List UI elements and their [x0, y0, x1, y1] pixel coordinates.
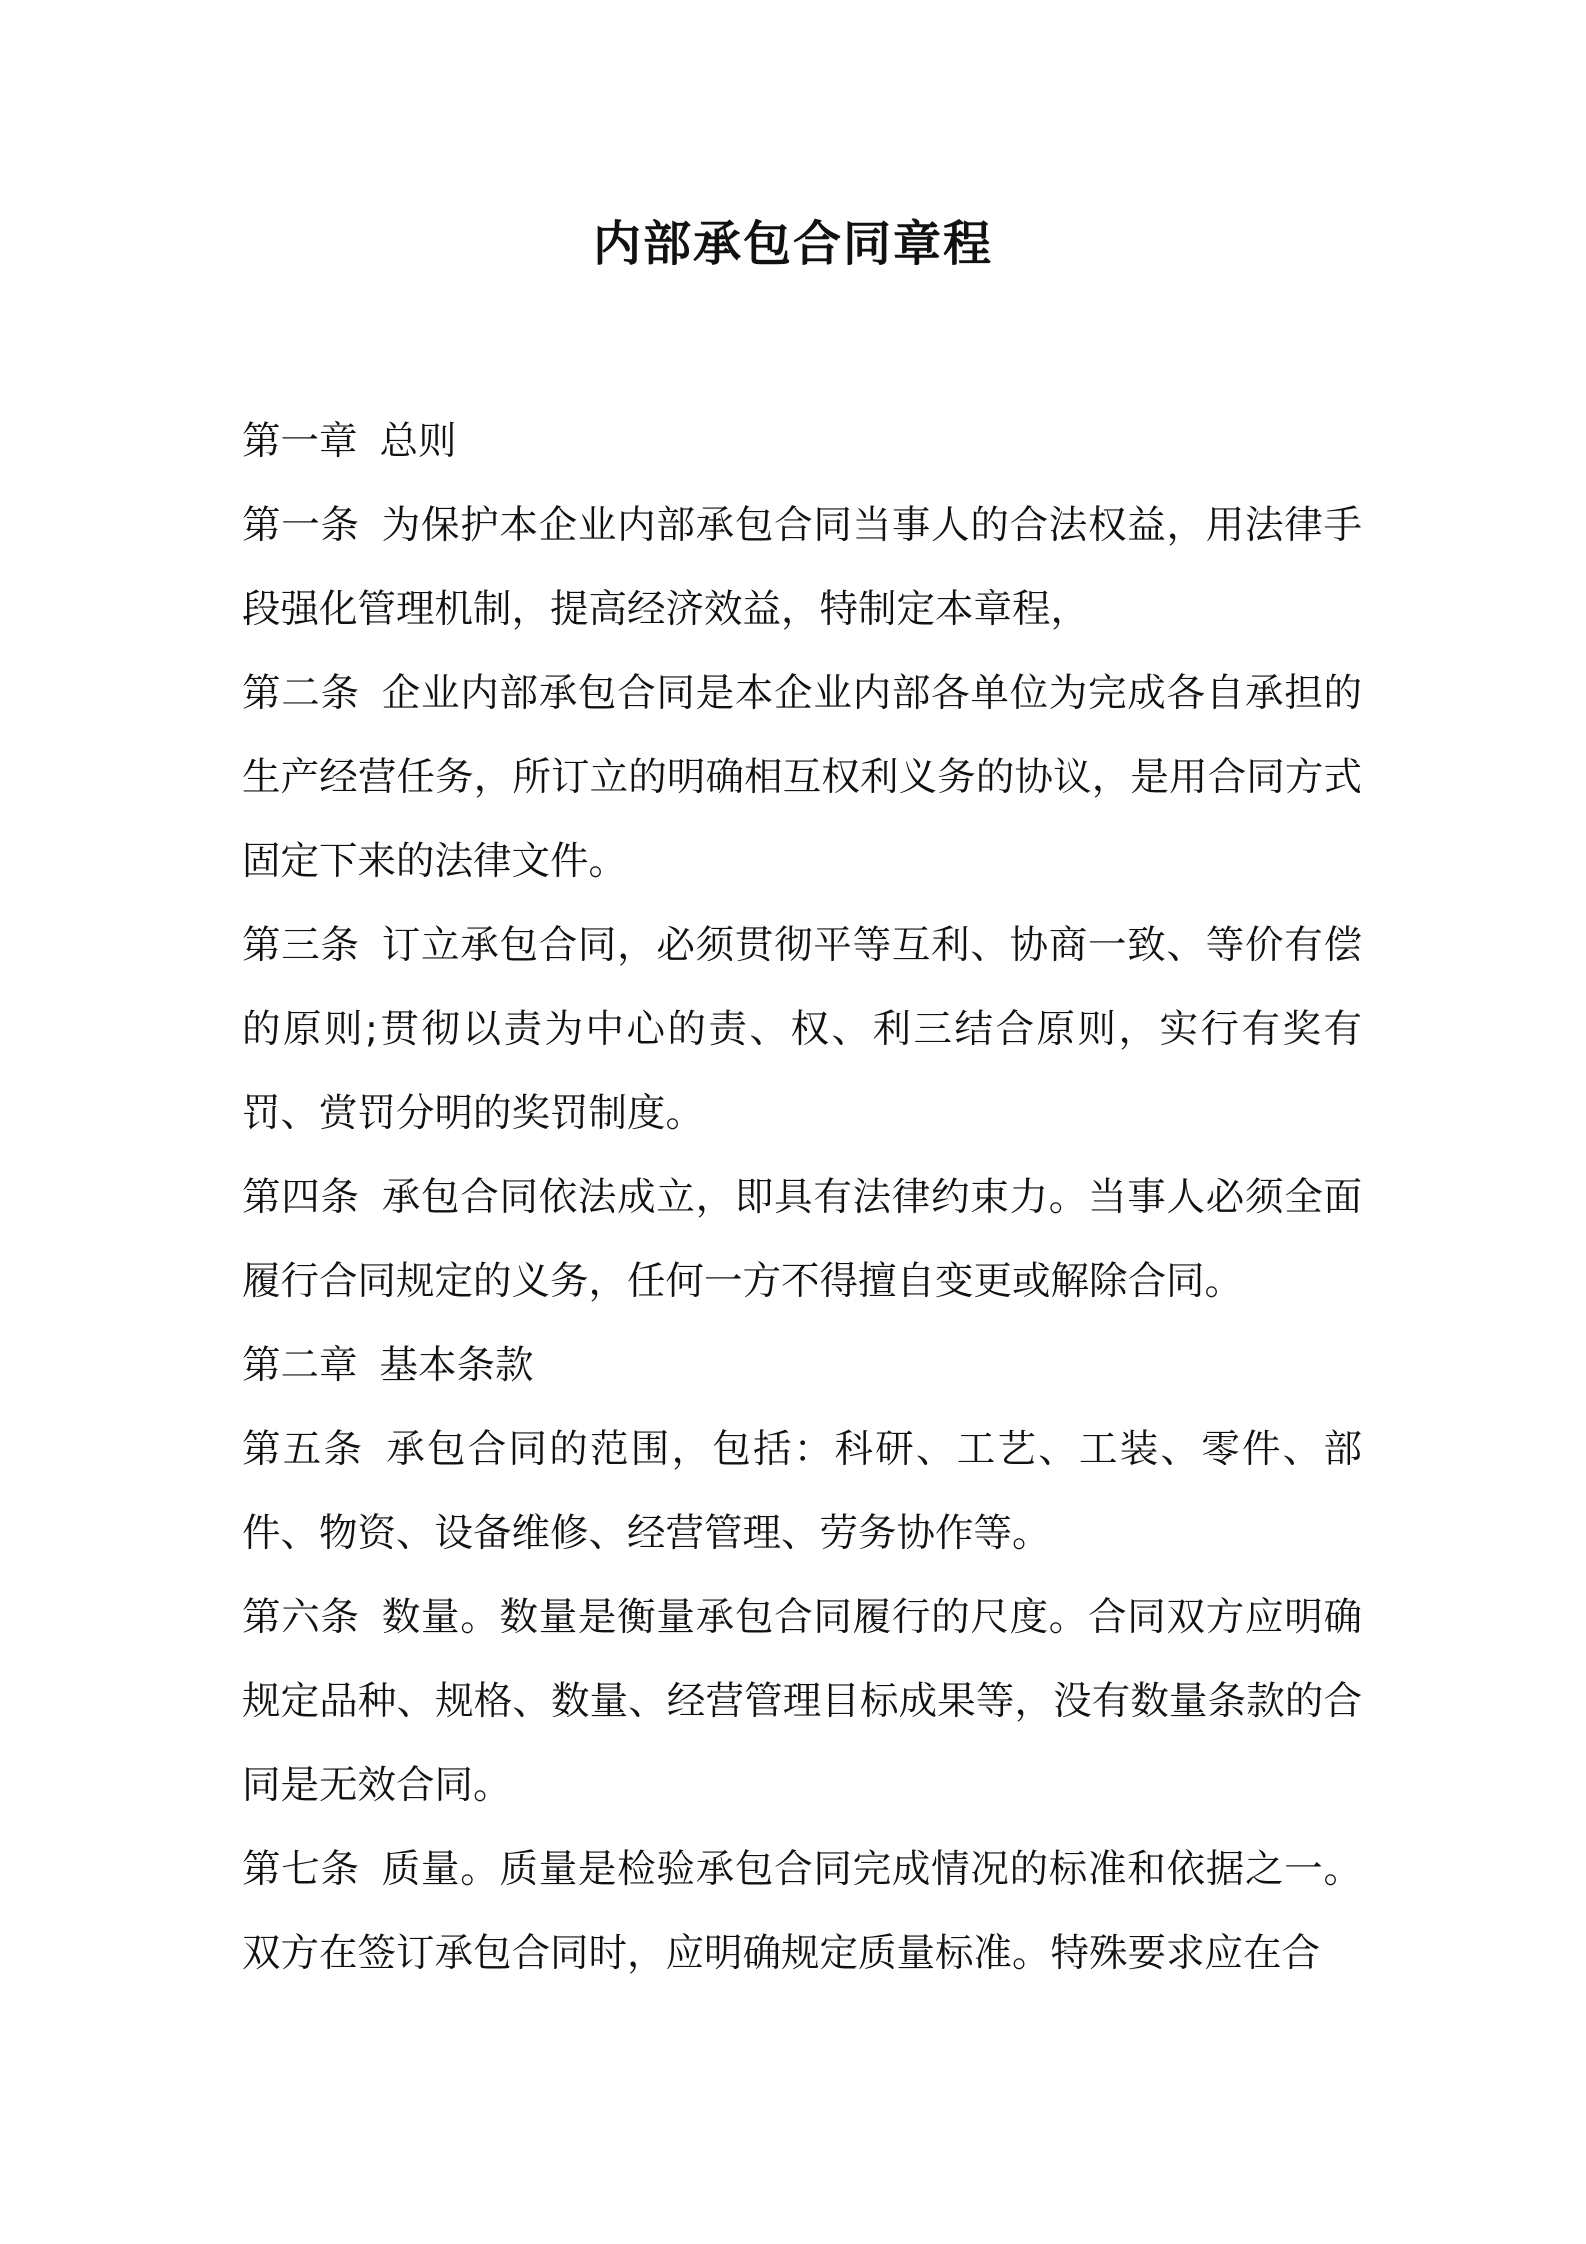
- paragraph-text: 总则: [379, 419, 457, 464]
- paragraph-article-1: [242, 484, 1362, 652]
- document-title: 内部承包合同章程: [592, 216, 993, 272]
- paragraph-label: 第七条: [242, 1847, 360, 1892]
- paragraph-chapter-2: [242, 1324, 1362, 1408]
- paragraph-label: 第一章: [242, 419, 358, 464]
- paragraph-article-7: [242, 1828, 1362, 1996]
- paragraph-label: 第二章: [242, 1343, 358, 1388]
- paragraph-label: 第二条: [242, 671, 360, 716]
- paragraph-label: 第六条: [242, 1595, 360, 1640]
- paragraph-label: 第一条: [242, 503, 360, 548]
- paragraph-article-6: [242, 1576, 1362, 1828]
- paragraph-text: 数量。数量是衡量承包合同履行的尺度。合同双方应明确规定品种、规格、数量、经营管理目标成果等，没有数量条款的合同是无效合同。: [242, 1595, 1362, 1808]
- paragraph-label: 第五条: [242, 1427, 365, 1472]
- paragraph-label: 第四条: [242, 1175, 360, 1220]
- paragraph-text: 质量。质量是检验承包合同完成情况的标准和依据之一。双方在签订承包合同时，应明确规定质量标准。特殊要求应在合: [242, 1847, 1362, 1976]
- paragraph-article-4: [242, 1156, 1362, 1324]
- paragraph-text: 为保护本企业内部承包合同当事人的合法权益，用法律手段强化管理机制，提高经济效益，特制定本章程，: [242, 503, 1362, 632]
- paragraph-label: 第三条: [242, 923, 360, 968]
- paragraph-article-3: [242, 904, 1362, 1156]
- paragraph-text: 承包合同的范围，包括：科研、工艺、工装、零件、部件、物资、设备维修、经营管理、劳务协作等。: [242, 1427, 1362, 1556]
- paragraph-text: 承包合同依法成立，即具有法律约束力。当事人必须全面履行合同规定的义务，任何一方不得擅自变更或解除合同。: [242, 1175, 1362, 1304]
- paragraph-text: 基本条款: [379, 1343, 534, 1388]
- document-body: [242, 400, 1362, 1996]
- paragraph-article-2: [242, 652, 1362, 904]
- paragraph-article-5: [242, 1408, 1362, 1576]
- paragraph-text: 企业内部承包合同是本企业内部各单位为完成各自承担的生产经营任务，所订立的明确相互权利义务的协议，是用合同方式固定下来的法律文件。: [242, 671, 1362, 884]
- paragraph-chapter-1: [242, 400, 1362, 484]
- paragraph-text: 订立承包合同，必须贯彻平等互利、协商一致、等价有偿的原则;贯彻以责为中心的责、权、利三结合原则，实行有奖有罚、赏罚分明的奖罚制度。: [242, 923, 1362, 1136]
